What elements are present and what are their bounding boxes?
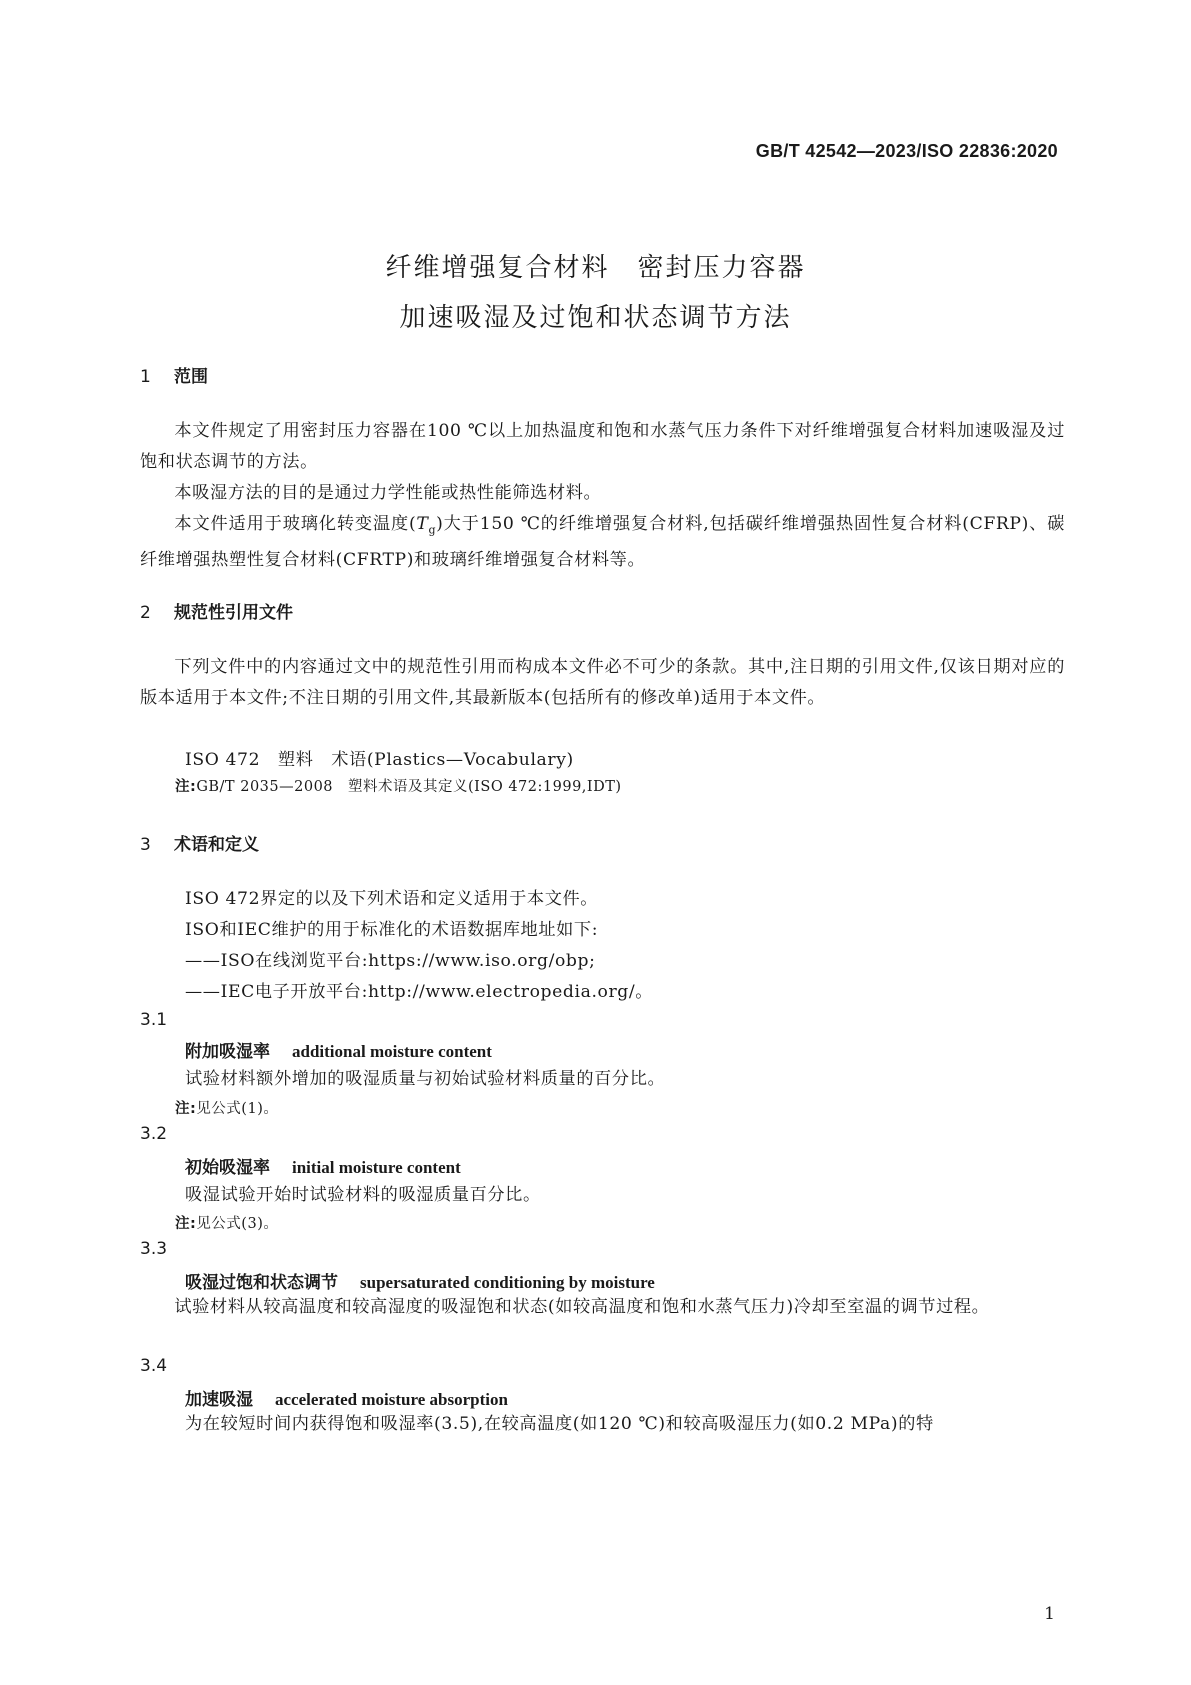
term-definition: 试验材料额外增加的吸湿质量与初始试验材料质量的百分比。 (185, 1069, 666, 1089)
section-2-paragraph-1: 下列文件中的内容通过文中的规范性引用而构成本文件必不可少的条款。其中,注日期的引用文件,仅该日期对应的版本适用于本文件;不注日期的引用文件,其最新版本(包括所有的修改单)适用于本文件。 (140, 657, 1065, 708)
iec-electropedia-link: ——IEC电子开放平台:http://www.electropedia.org/。 (185, 982, 654, 1002)
term-name: 附加吸湿率 additional moisture content (185, 1042, 492, 1062)
title-line-1: 纤维增强复合材料 密封压力容器 (385, 253, 806, 283)
term-number: 3.3 (140, 1239, 168, 1259)
title-line-2: 加速吸湿及过饱和状态调节方法 (399, 303, 792, 333)
section-3-line-1: ISO 472界定的以及下列术语和定义适用于本文件。 (185, 889, 599, 909)
term-name: 加速吸湿 accelerated moisture absorption (185, 1390, 508, 1410)
section-title: 规范性引用文件 (174, 603, 293, 623)
section-number: 2 (140, 603, 151, 623)
section-1-heading (140, 362, 208, 387)
normative-reference: ISO 472 塑料 术语(Plastics—Vocabulary) (185, 750, 574, 770)
term-name: 吸湿过饱和状态调节 supersaturated conditioning by moisture (185, 1273, 655, 1293)
section-number: 3 (140, 835, 151, 855)
term-definition: 吸湿试验开始时试验材料的吸湿质量百分比。 (185, 1185, 541, 1205)
standard-number: GB/T 42542—2023/ISO 22836:2020 (755, 141, 1058, 161)
section-3-line-2: ISO和IEC维护的用于标准化的术语数据库地址如下: (185, 920, 599, 940)
section-1-paragraph-2: 本吸湿方法的目的是通过力学性能或热性能筛选材料。 (174, 483, 602, 503)
section-1-paragraph-3: 本文件适用于玻璃化转变温度$(T_g)$大于150 ℃的纤维增强复合材料,包括碳纤维增强热固性复合材料(CFRP)、碳纤维增强热塑性复合材料(CFRTP)和玻璃纤维增强复合材料等。 (140, 514, 1065, 571)
page-number: 1 (1044, 1604, 1055, 1624)
section-title: 术语和定义 (174, 835, 259, 855)
reference-note: 注:GB/T 2035—2008 塑料术语及其定义(ISO 472:1999,IDT) (175, 779, 622, 795)
term-name: 初始吸湿率 initial moisture content (185, 1158, 461, 1178)
section-number: 1 (140, 367, 151, 387)
term-definition: 为在较短时间内获得饱和吸湿率(3.5),在较高温度(如120 ℃)和较高吸湿压力(如0.2 MPa)的特 (185, 1414, 934, 1434)
term-definition: 试验材料从较高温度和较高湿度的吸湿饱和状态(如较高温度和饱和水蒸气压力)冷却至室温的调节过程。 (174, 1297, 990, 1317)
term-number: 3.1 (140, 1010, 168, 1030)
term-note: 注:见公式(3)。 (175, 1216, 279, 1232)
section-2-heading (140, 598, 293, 623)
section-title: 范围 (174, 367, 208, 387)
section-3-heading (140, 830, 259, 855)
section-1-paragraph-1: 本文件规定了用密封压力容器在100 ℃以上加热温度和饱和水蒸气压力条件下对纤维增强复合材料加速吸湿及过饱和状态调节的方法。 (140, 421, 1065, 472)
document-title (0, 243, 1191, 343)
term-note: 注:见公式(1)。 (175, 1101, 279, 1117)
term-number: 3.4 (140, 1356, 168, 1376)
iso-obp-link: ——ISO在线浏览平台:https://www.iso.org/obp; (185, 951, 596, 971)
term-number: 3.2 (140, 1124, 168, 1144)
